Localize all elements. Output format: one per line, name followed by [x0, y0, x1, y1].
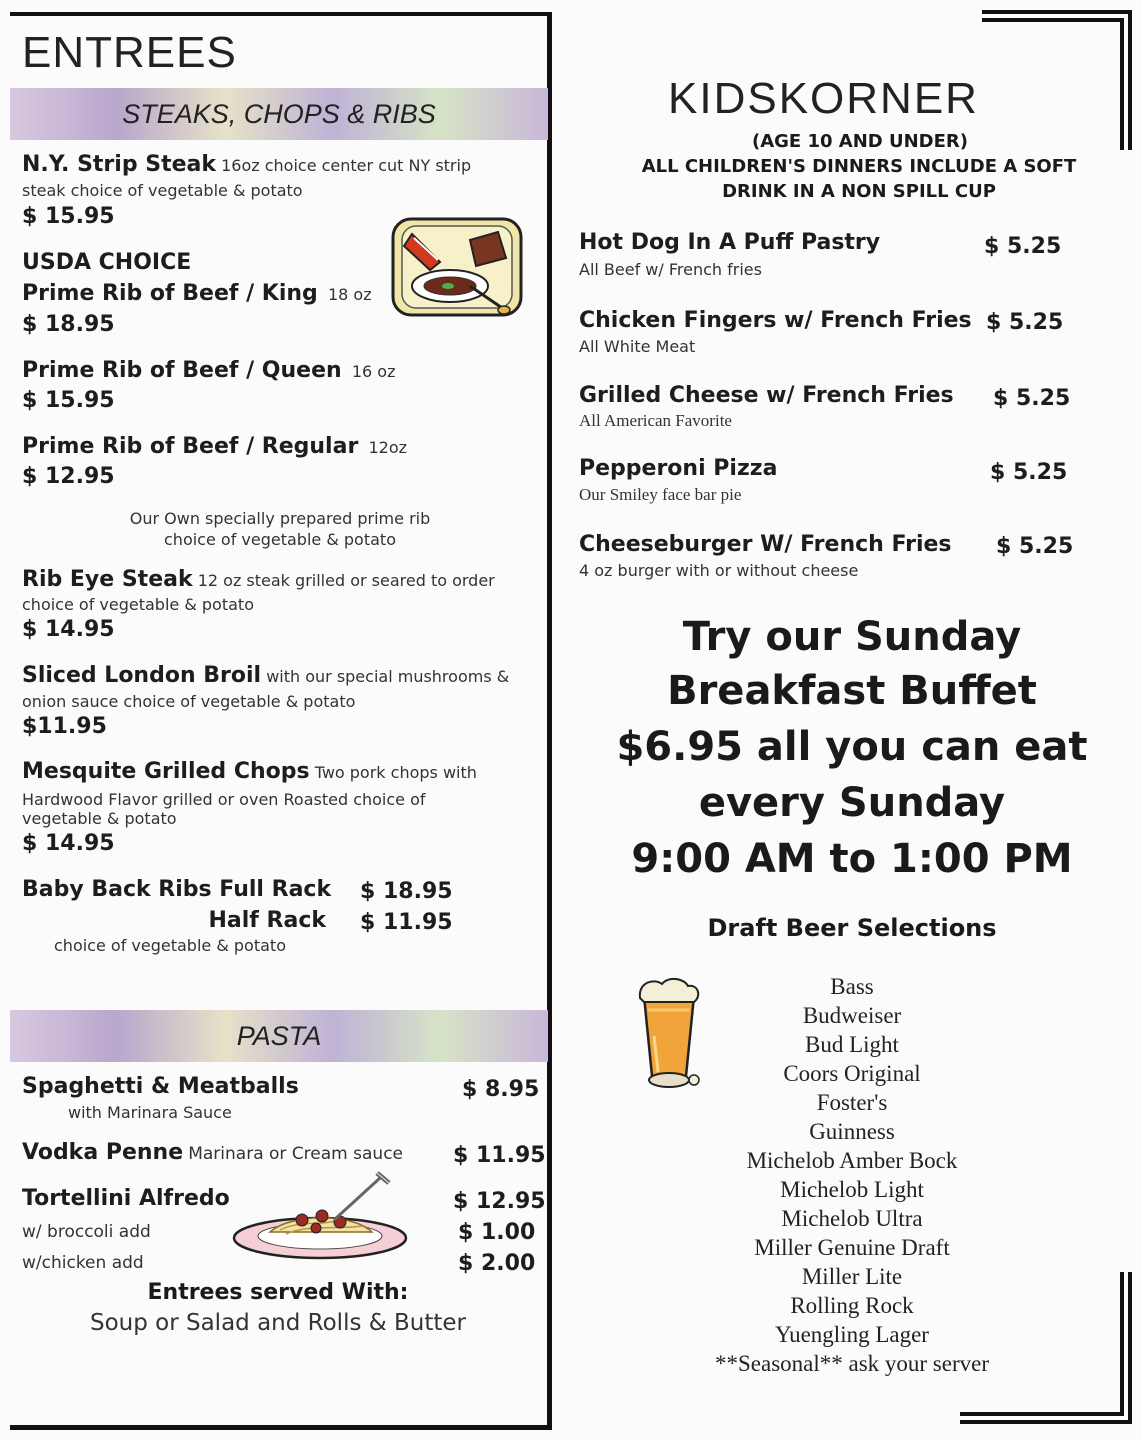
- item-name: Prime Rib of Beef / King: [22, 281, 318, 306]
- kids-item-desc: All Beef w/ French fries: [579, 260, 762, 279]
- addon-broccoli-price: $ 1.00: [458, 1220, 536, 1245]
- beer-item-bass: Bass: [830, 974, 874, 999]
- item-name: Prime Rib of Beef / Regular: [22, 434, 359, 459]
- kids-item-chicken-fingers: Chicken Fingers w/ French Fries: [579, 308, 972, 333]
- corner-bracket-bottom-inner: [960, 1412, 1124, 1416]
- item-price: $ 12.95: [22, 464, 115, 489]
- promo-line-3: $6.95 all you can eat: [616, 724, 1088, 770]
- kids-item-hot-dog: Hot Dog In A Puff Pastry: [579, 230, 881, 255]
- prime-rib-note-cont: choice of vegetable & potato: [164, 530, 396, 549]
- item-desc: Two pork chops with: [314, 763, 477, 782]
- corner-bracket-top-inner: [982, 18, 1124, 22]
- ribs-half-price: $ 11.95: [360, 910, 453, 935]
- promo-line-1: Try our Sunday: [682, 614, 1022, 660]
- pasta-vodka-penne: [22, 1140, 403, 1165]
- corner-bracket-bottom-side: [1128, 1272, 1132, 1424]
- corner-bracket-bottom-side-inner: [1120, 1272, 1124, 1416]
- item-desc: 16oz choice center cut NY strip: [221, 156, 472, 175]
- promo-line-4: every Sunday: [698, 780, 1006, 826]
- pasta-header-band: [10, 1010, 548, 1062]
- beer-item-miller-lite: Miller Lite: [801, 1264, 903, 1289]
- steaks-header: STEAKS, CHOPS & RIBS: [122, 99, 436, 129]
- kids-item-price: $ 5.25: [984, 234, 1062, 259]
- pasta-spaghetti-desc: with Marinara Sauce: [68, 1103, 232, 1122]
- promo-line-2: Breakfast Buffet: [667, 668, 1037, 714]
- item-desc: with our special mushrooms &: [266, 667, 510, 686]
- beer-item-budweiser: Budweiser: [802, 1003, 902, 1028]
- served-with-text: Soup or Salad and Rolls & Butter: [89, 1310, 466, 1336]
- corner-bracket-top-side: [1128, 10, 1132, 150]
- item-desc: Marinara or Cream sauce: [188, 1144, 403, 1164]
- addon-chicken: w/chicken add: [22, 1253, 144, 1273]
- promo-line-5: 9:00 AM to 1:00 PM: [631, 836, 1073, 882]
- item-desc-cont: onion sauce choice of vegetable & potato: [22, 692, 356, 711]
- item-desc-cont: Hardwood Flavor grilled or oven Roasted choice of: [22, 790, 426, 809]
- addon-chicken-price: $ 2.00: [458, 1251, 536, 1276]
- item-name: Vodka Penne: [22, 1140, 184, 1165]
- beer-item-bud-light: Bud Light: [805, 1032, 899, 1057]
- corner-bracket-top: [982, 10, 1132, 14]
- item-prime-rib-regular: [22, 434, 407, 459]
- item-price: $ 14.95: [22, 617, 115, 642]
- steaks-header-band: [10, 88, 548, 140]
- beer-item-seasonal: **Seasonal** ask your server: [714, 1351, 989, 1376]
- beer-item-guinness: Guinness: [809, 1119, 895, 1144]
- item-size: 16 oz: [351, 362, 396, 381]
- beer-item-yuengling-lager: Yuengling Lager: [775, 1322, 929, 1347]
- item-price: $ 14.95: [22, 831, 115, 856]
- addon-broccoli: w/ broccoli add: [22, 1222, 151, 1242]
- item-rib-eye: [22, 567, 495, 592]
- item-price: $ 15.95: [22, 204, 115, 229]
- item-name: Rib Eye Steak: [22, 567, 193, 592]
- beer-item-michelob-light: Michelob Light: [780, 1177, 924, 1202]
- kids-item-price: $ 5.25: [986, 310, 1064, 335]
- pasta-tortellini: Tortellini Alfredo: [22, 1186, 230, 1211]
- kids-item-desc: 4 oz burger with or without cheese: [579, 561, 859, 580]
- item-prime-rib-queen: [22, 358, 395, 383]
- kids-item-desc: All American Favorite: [579, 411, 732, 430]
- item-name: Mesquite Grilled Chops: [22, 759, 310, 784]
- item-price: $ 18.95: [22, 312, 115, 337]
- corner-bracket-bottom: [960, 1420, 1132, 1424]
- ribs-full-rack: Baby Back Ribs Full Rack: [22, 877, 332, 902]
- kids-age: (AGE 10 AND UNDER): [751, 131, 969, 152]
- usda-choice-label: USDA CHOICE: [22, 250, 192, 275]
- item-mesquite-chops: [22, 759, 477, 784]
- pasta-header: PASTA: [236, 1021, 322, 1051]
- item-desc: 12 oz steak grilled or seared to order: [197, 571, 495, 590]
- steak-plate-image: [390, 216, 524, 320]
- pasta-spaghetti-price: $ 8.95: [462, 1077, 540, 1102]
- beer-item-rolling-rock: Rolling Rock: [790, 1293, 914, 1318]
- pasta-tortellini-price: $ 12.95: [453, 1189, 546, 1214]
- item-price: $ 15.95: [22, 388, 115, 413]
- item-desc-cont: vegetable & potato: [22, 809, 177, 828]
- prime-rib-note: Our Own specially prepared prime rib: [129, 509, 431, 528]
- pasta-spaghetti: Spaghetti & Meatballs: [22, 1074, 299, 1099]
- item-desc-cont: choice of vegetable & potato: [22, 595, 254, 614]
- beer-item-coors-original: Coors Original: [783, 1061, 921, 1086]
- item-size: 12oz: [368, 438, 408, 457]
- served-with-title: Entrees served With:: [147, 1280, 409, 1305]
- kids-item-grilled-cheese: Grilled Cheese w/ French Fries: [579, 383, 954, 408]
- item-ny-strip: [22, 152, 471, 177]
- kids-item-desc: All White Meat: [579, 337, 696, 356]
- item-name: N.Y. Strip Steak: [22, 152, 216, 177]
- ribs-half-rack: Half Rack: [208, 908, 326, 933]
- item-prime-rib-king: [22, 281, 372, 306]
- kids-item-price: $ 5.25: [990, 460, 1068, 485]
- beer-item-fosters: Foster's: [816, 1090, 888, 1115]
- item-name: Sliced London Broil: [22, 663, 262, 688]
- ribs-full-price: $ 18.95: [360, 879, 453, 904]
- beer-item-michelob-ultra: Michelob Ultra: [781, 1206, 923, 1231]
- kids-item-cheeseburger: Cheeseburger W/ French Fries: [579, 532, 952, 557]
- pasta-plate-image: [230, 1170, 412, 1262]
- entrees-title: ENTREES: [22, 28, 237, 77]
- kids-note-cont: DRINK IN A NON SPILL CUP: [722, 181, 996, 202]
- kids-note: ALL CHILDREN'S DINNERS INCLUDE A SOFT: [641, 156, 1077, 177]
- beer-item-michelob-amber-bock: Michelob Amber Bock: [746, 1148, 958, 1173]
- item-price: $11.95: [22, 714, 107, 739]
- kids-korner-title: KIDSKORNER: [668, 74, 979, 123]
- kids-item-price: $ 5.25: [993, 386, 1071, 411]
- item-size: 18 oz: [327, 285, 372, 304]
- item-london-broil: [22, 663, 509, 688]
- item-desc-cont: steak choice of vegetable & potato: [22, 181, 303, 200]
- pasta-vodka-penne-price: $ 11.95: [453, 1143, 546, 1168]
- kids-item-desc: Our Smiley face bar pie: [579, 485, 742, 504]
- kids-item-pepperoni-pizza: Pepperoni Pizza: [579, 456, 778, 481]
- ribs-note: choice of vegetable & potato: [54, 936, 286, 955]
- beer-item-miller-genuine-draft: Miller Genuine Draft: [754, 1235, 950, 1260]
- beer-title: Draft Beer Selections: [707, 914, 997, 942]
- item-name: Prime Rib of Beef / Queen: [22, 358, 342, 383]
- kids-item-price: $ 5.25: [996, 534, 1074, 559]
